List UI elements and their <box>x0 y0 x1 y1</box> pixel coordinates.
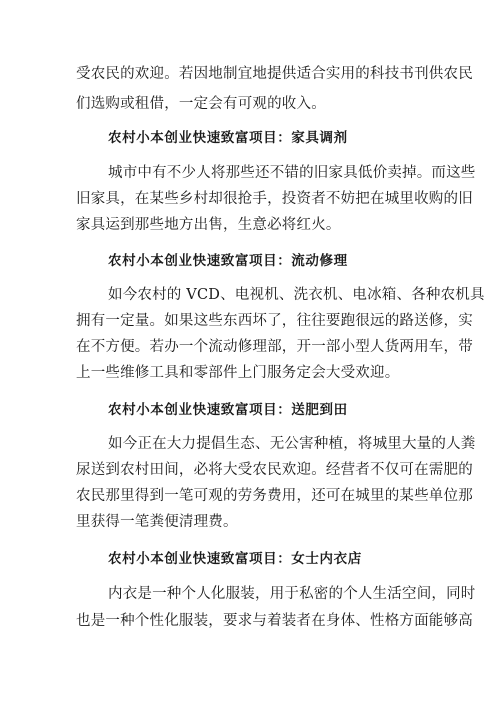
section-2-line-1: 如今农村的 VCD、电视机、洗衣机、电冰箱、各种农机具 <box>108 287 485 303</box>
section-heading-repair: 农村小本创业快速致富项目：流动修理 <box>108 253 348 269</box>
section-1-line-1: 城市中有不少人将那些还不错的旧家具低价卖掉。而这些 <box>108 165 476 181</box>
section-2-line-3: 在不方便。若办一个流动修理部，开一部小型人货两用车，带 <box>76 339 473 355</box>
section-1-line-3: 家具运到那些地方出售，生意必将红火。 <box>76 217 341 233</box>
section-4-line-2: 也是一种个性化服装，要求与着装者在身体、性格方面能够高 <box>76 613 473 629</box>
section-heading-furniture: 农村小本创业快速致富项目：家具调剂 <box>108 130 348 146</box>
section-3-line-2: 尿送到农村田间，必将大受农民欢迎。经营者不仅可在需肥的 <box>76 462 473 478</box>
section-2-line-2: 拥有一定量。如果这些东西坏了，往往要跑很远的路送修，实 <box>76 313 473 329</box>
section-3-line-3: 农民那里得到一笔可观的劳务费用，还可在城里的某些单位那 <box>76 488 473 504</box>
intro-line-2: 们选购或租借，一定会有可观的收入。 <box>76 96 326 112</box>
section-2-line-4: 上一些维修工具和零部件上门服务定会大受欢迎。 <box>76 365 400 381</box>
section-3-line-4: 里获得一笔粪便清理费。 <box>76 514 238 530</box>
section-heading-fertilizer: 农村小本创业快速致富项目：送肥到田 <box>108 402 348 418</box>
section-1-line-2: 旧家具，在某些乡村却很抢手，投资者不妨把在城里收购的旧 <box>76 191 473 207</box>
section-heading-lingerie: 农村小本创业快速致富项目：女士内衣店 <box>108 551 362 567</box>
intro-line-1: 受农民的欢迎。若因地制宜地提供适合实用的科技书刊供农民 <box>76 66 473 82</box>
section-4-line-1: 内衣是一种个人化服装，用于私密的个人生活空间，同时 <box>108 586 476 602</box>
section-3-line-1: 如今正在大力提倡生态、无公害种植，将城里大量的人粪 <box>108 436 476 452</box>
